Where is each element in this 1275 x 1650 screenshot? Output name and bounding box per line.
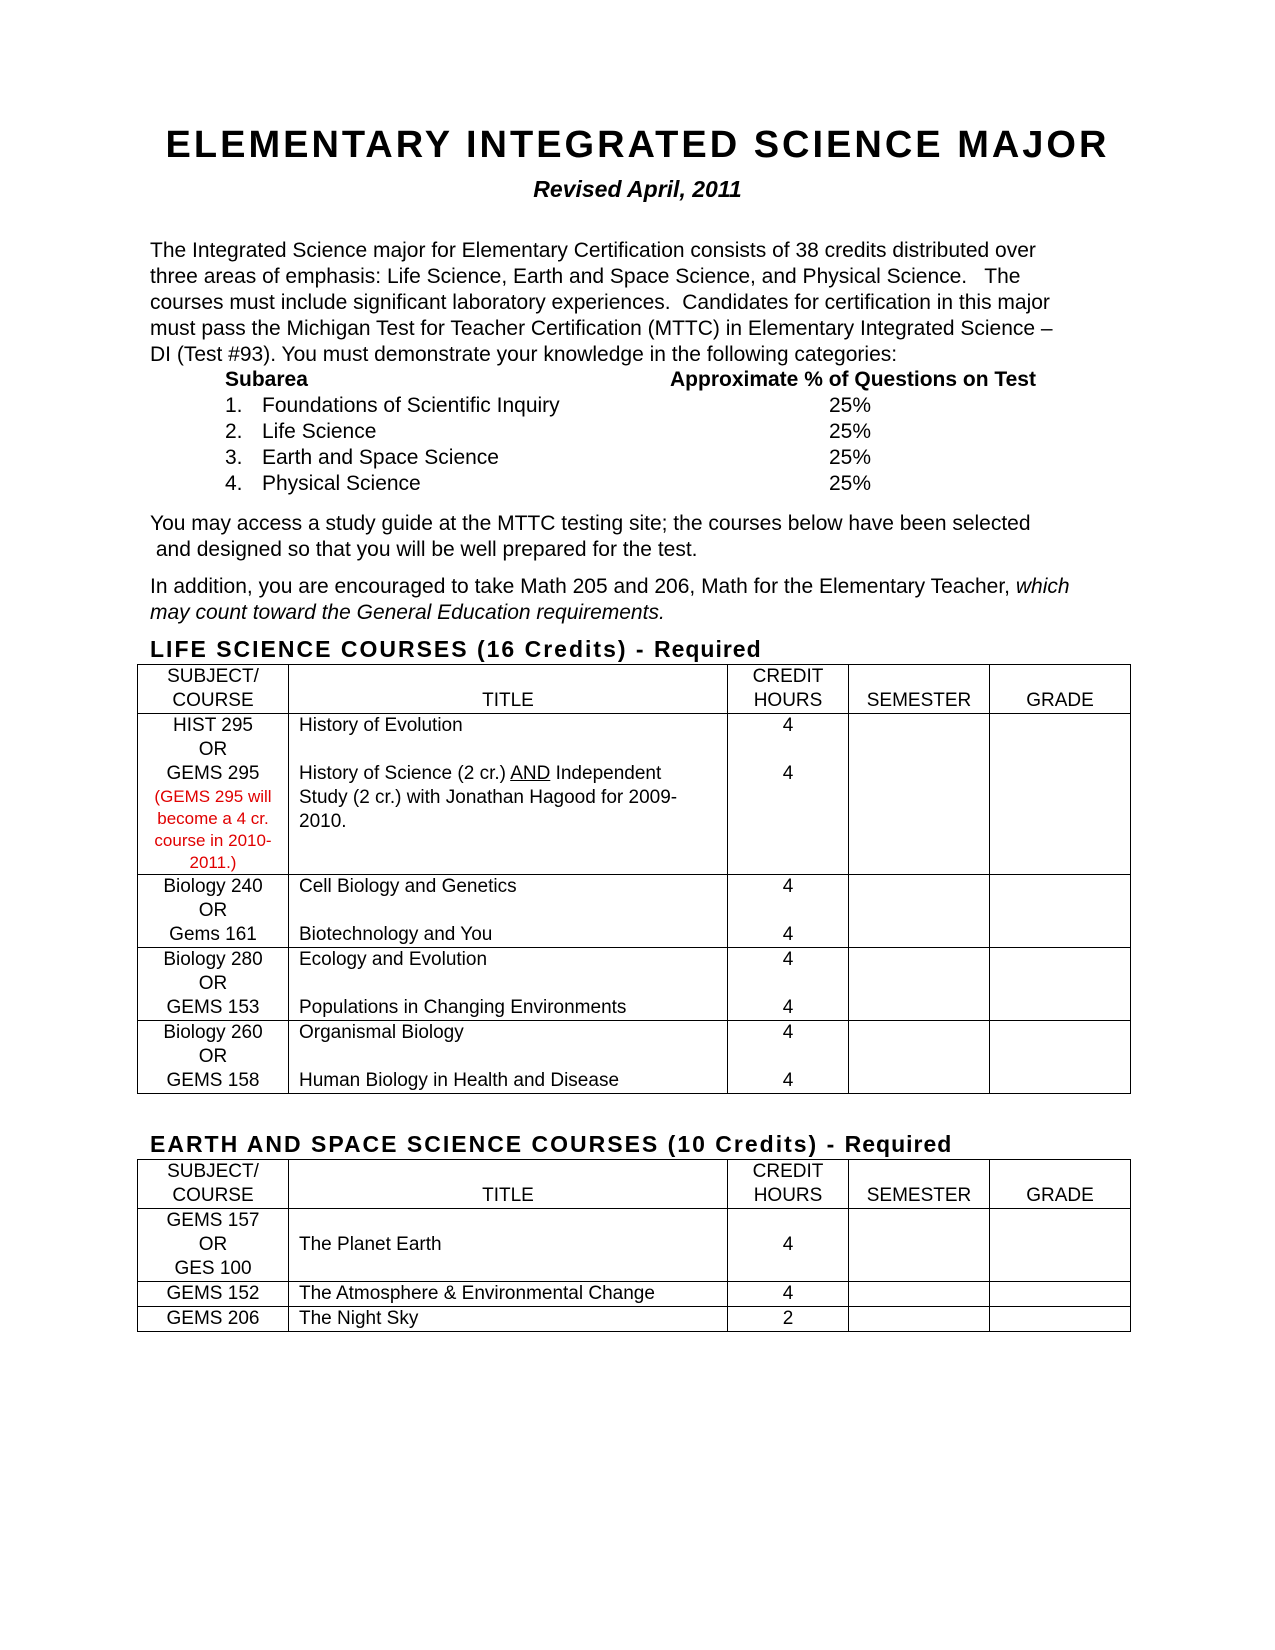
grade-cell[interactable] bbox=[990, 1307, 1131, 1332]
table-row bbox=[138, 875, 1131, 948]
revision-date: Revised April, 2011 bbox=[533, 176, 742, 202]
header-text: HOURS bbox=[753, 1185, 823, 1206]
credit-cell bbox=[728, 948, 849, 1021]
subarea-name: Life Science bbox=[262, 420, 377, 443]
semester-header: SEMESTER bbox=[849, 1160, 990, 1209]
section-required-label: Required bbox=[844, 1131, 953, 1157]
title-text: History of Science (2 cr.) bbox=[299, 763, 511, 784]
title-text: Independent bbox=[550, 763, 662, 784]
intro-line: The Integrated Science major for Elementary Certification consists of 38 credits distributed over bbox=[150, 239, 1036, 262]
grade-cell[interactable] bbox=[990, 875, 1131, 948]
note-line: course in 2010- bbox=[154, 831, 272, 850]
credit-cell bbox=[728, 875, 849, 948]
subarea-list bbox=[150, 367, 1130, 497]
math-note-line bbox=[150, 574, 1130, 600]
course-title: Ecology and Evolution bbox=[299, 949, 488, 970]
intro-line: must pass the Michigan Test for Teacher Certification (MTTC) in Elementary Integrated Science – bbox=[150, 317, 1053, 340]
header-text: SUBJECT/ bbox=[167, 666, 259, 687]
credit-cell: 2 bbox=[728, 1307, 849, 1332]
or-label: OR bbox=[198, 1046, 228, 1067]
title-header: TITLE bbox=[289, 665, 728, 714]
semester-cell[interactable] bbox=[849, 714, 990, 875]
credit-value: 4 bbox=[782, 949, 794, 970]
course-title bbox=[299, 762, 717, 786]
study-guide-paragraph bbox=[150, 511, 1130, 563]
semester-cell[interactable] bbox=[849, 875, 990, 948]
subarea-item bbox=[150, 393, 1130, 419]
semester-header: SEMESTER bbox=[849, 665, 990, 714]
or-label: OR bbox=[198, 1234, 228, 1255]
course-code: Biology 240 bbox=[163, 876, 263, 897]
title-cell: The Night Sky bbox=[289, 1307, 728, 1332]
course-code: GEMS 295 bbox=[166, 763, 260, 784]
subject-header bbox=[138, 1160, 289, 1209]
credit-cell bbox=[728, 1021, 849, 1094]
section-heading-text: LIFE SCIENCE COURSES (16 Credits) - bbox=[150, 636, 654, 662]
section-heading-text: EARTH AND SPACE SCIENCE COURSES (10 Credits) - bbox=[150, 1131, 845, 1157]
subarea-percent: 25% bbox=[828, 420, 872, 443]
course-title: Organismal Biology bbox=[299, 1022, 464, 1043]
semester-cell[interactable] bbox=[849, 1282, 990, 1307]
life-science-heading bbox=[150, 636, 762, 663]
semester-cell[interactable] bbox=[849, 948, 990, 1021]
course-title: Human Biology in Health and Disease bbox=[299, 1070, 620, 1091]
table-row bbox=[138, 1021, 1131, 1094]
note-line: (GEMS 295 will bbox=[154, 787, 272, 806]
subarea-item bbox=[150, 445, 1130, 471]
header-text: SUBJECT/ bbox=[167, 1161, 259, 1182]
subarea-number: 1. bbox=[225, 394, 243, 417]
semester-cell[interactable] bbox=[849, 1209, 990, 1282]
grade-cell[interactable] bbox=[990, 948, 1131, 1021]
course-title: History of Evolution bbox=[299, 715, 463, 736]
title-cell bbox=[289, 714, 728, 875]
table-row bbox=[138, 1307, 1131, 1332]
subarea-column-label: Subarea bbox=[225, 368, 308, 391]
subarea-percent: 25% bbox=[828, 472, 872, 495]
table-row bbox=[138, 948, 1131, 1021]
subarea-percent: 25% bbox=[828, 394, 872, 417]
header-text: HOURS bbox=[753, 690, 823, 711]
subject-cell: GEMS 152 bbox=[138, 1282, 289, 1307]
math-note-italic: which bbox=[1015, 575, 1070, 598]
subarea-number: 3. bbox=[225, 446, 243, 469]
course-code: GEMS 153 bbox=[166, 997, 260, 1018]
course-code: GEMS 158 bbox=[166, 1070, 260, 1091]
intro-paragraph bbox=[150, 238, 1130, 368]
course-code: HIST 295 bbox=[173, 715, 253, 736]
or-label: OR bbox=[198, 973, 228, 994]
or-label: OR bbox=[198, 739, 228, 760]
title-and: AND bbox=[510, 763, 551, 784]
title-cell bbox=[289, 1021, 728, 1094]
percent-column-label: Approximate % of Questions on Test bbox=[670, 368, 1036, 391]
grade-cell[interactable] bbox=[990, 1282, 1131, 1307]
course-title: Biotechnology and You bbox=[299, 924, 493, 945]
credit-cell bbox=[728, 714, 849, 875]
credit-value: 4 bbox=[782, 715, 794, 736]
table-row bbox=[138, 1209, 1131, 1282]
subject-cell: GEMS 206 bbox=[138, 1307, 289, 1332]
credit-value: 4 bbox=[782, 1022, 794, 1043]
document-title: ELEMENTARY INTEGRATED SCIENCE MAJOR bbox=[165, 124, 1110, 166]
subarea-name: Foundations of Scientific Inquiry bbox=[262, 394, 560, 417]
subject-cell bbox=[138, 714, 289, 875]
note-line: 2011.) bbox=[189, 853, 237, 872]
math-note-italic: may count toward the General Education requirements. bbox=[150, 601, 665, 624]
credit-value: 4 bbox=[782, 1070, 794, 1091]
subject-cell bbox=[138, 875, 289, 948]
table-header-row bbox=[138, 1160, 1131, 1209]
table-row bbox=[138, 1282, 1131, 1307]
earth-science-table bbox=[137, 1159, 1131, 1332]
credit-header bbox=[728, 665, 849, 714]
section-required-label: Required bbox=[653, 636, 762, 662]
semester-cell[interactable] bbox=[849, 1021, 990, 1094]
table-header-row bbox=[138, 665, 1131, 714]
course-code: Biology 280 bbox=[163, 949, 263, 970]
course-code: GEMS 157 bbox=[166, 1210, 260, 1231]
subarea-number: 2. bbox=[225, 420, 243, 443]
course-code: Biology 260 bbox=[163, 1022, 263, 1043]
credit-cell: 4 bbox=[728, 1282, 849, 1307]
subject-cell bbox=[138, 948, 289, 1021]
subject-header bbox=[138, 665, 289, 714]
credit-value: 4 bbox=[782, 924, 794, 945]
earth-science-heading bbox=[150, 1131, 952, 1158]
math-note-line bbox=[150, 600, 1130, 626]
or-label: OR bbox=[198, 900, 228, 921]
subarea-header bbox=[150, 367, 1130, 393]
grade-cell[interactable] bbox=[990, 1021, 1131, 1094]
title-cell bbox=[289, 948, 728, 1021]
subarea-percent: 25% bbox=[828, 446, 872, 469]
credit-value: 4 bbox=[782, 876, 794, 897]
semester-cell[interactable] bbox=[849, 1307, 990, 1332]
life-science-table bbox=[137, 664, 1131, 1094]
header-text: COURSE bbox=[172, 1185, 254, 1206]
gems-note bbox=[138, 786, 288, 874]
intro-line: three areas of emphasis: Life Science, Earth and Space Science, and Physical Science. The bbox=[150, 265, 1021, 288]
subject-cell bbox=[138, 1209, 289, 1282]
credit-cell: 4 bbox=[728, 1209, 849, 1282]
course-title: Cell Biology and Genetics bbox=[299, 876, 517, 897]
subarea-name: Earth and Space Science bbox=[262, 446, 499, 469]
course-code: Gems 161 bbox=[169, 924, 257, 945]
title-cell: The Atmosphere & Environmental Change bbox=[289, 1282, 728, 1307]
course-title: Populations in Changing Environments bbox=[299, 997, 627, 1018]
subarea-item bbox=[150, 419, 1130, 445]
subject-cell bbox=[138, 1021, 289, 1094]
intro-line: courses must include significant laboratory experiences. Candidates for certification in this major bbox=[150, 291, 1050, 314]
study-guide-line: You may access a study guide at the MTTC testing site; the courses below have been selected bbox=[150, 512, 1031, 535]
header-text: CREDIT bbox=[752, 1161, 824, 1182]
math-note-text: In addition, you are encouraged to take Math 205 and 206, Math for the Elementary Teacher, bbox=[150, 575, 1016, 598]
header-text: CREDIT bbox=[752, 666, 824, 687]
title-cell bbox=[289, 875, 728, 948]
subarea-number: 4. bbox=[225, 472, 243, 495]
credit-header bbox=[728, 1160, 849, 1209]
table-row bbox=[138, 714, 1131, 875]
grade-cell[interactable] bbox=[990, 714, 1131, 875]
credit-value: 4 bbox=[782, 763, 794, 784]
study-guide-line: and designed so that you will be well prepared for the test. bbox=[150, 538, 698, 561]
title-header: TITLE bbox=[289, 1160, 728, 1209]
grade-cell[interactable] bbox=[990, 1209, 1131, 1282]
math-note-paragraph bbox=[150, 574, 1130, 626]
course-code: GES 100 bbox=[174, 1258, 252, 1279]
grade-header: GRADE bbox=[990, 1160, 1131, 1209]
course-title: 2010. bbox=[299, 811, 347, 832]
grade-header: GRADE bbox=[990, 665, 1131, 714]
subarea-name: Physical Science bbox=[262, 472, 421, 495]
note-line: become a 4 cr. bbox=[157, 809, 269, 828]
title-cell: The Planet Earth bbox=[289, 1209, 728, 1282]
intro-line: DI (Test #93). You must demonstrate your knowledge in the following categories: bbox=[150, 343, 898, 366]
credit-value: 4 bbox=[782, 997, 794, 1018]
header-text: COURSE bbox=[172, 690, 254, 711]
subarea-item bbox=[150, 471, 1130, 497]
course-title: Study (2 cr.) with Jonathan Hagood for 2009- bbox=[299, 787, 678, 808]
